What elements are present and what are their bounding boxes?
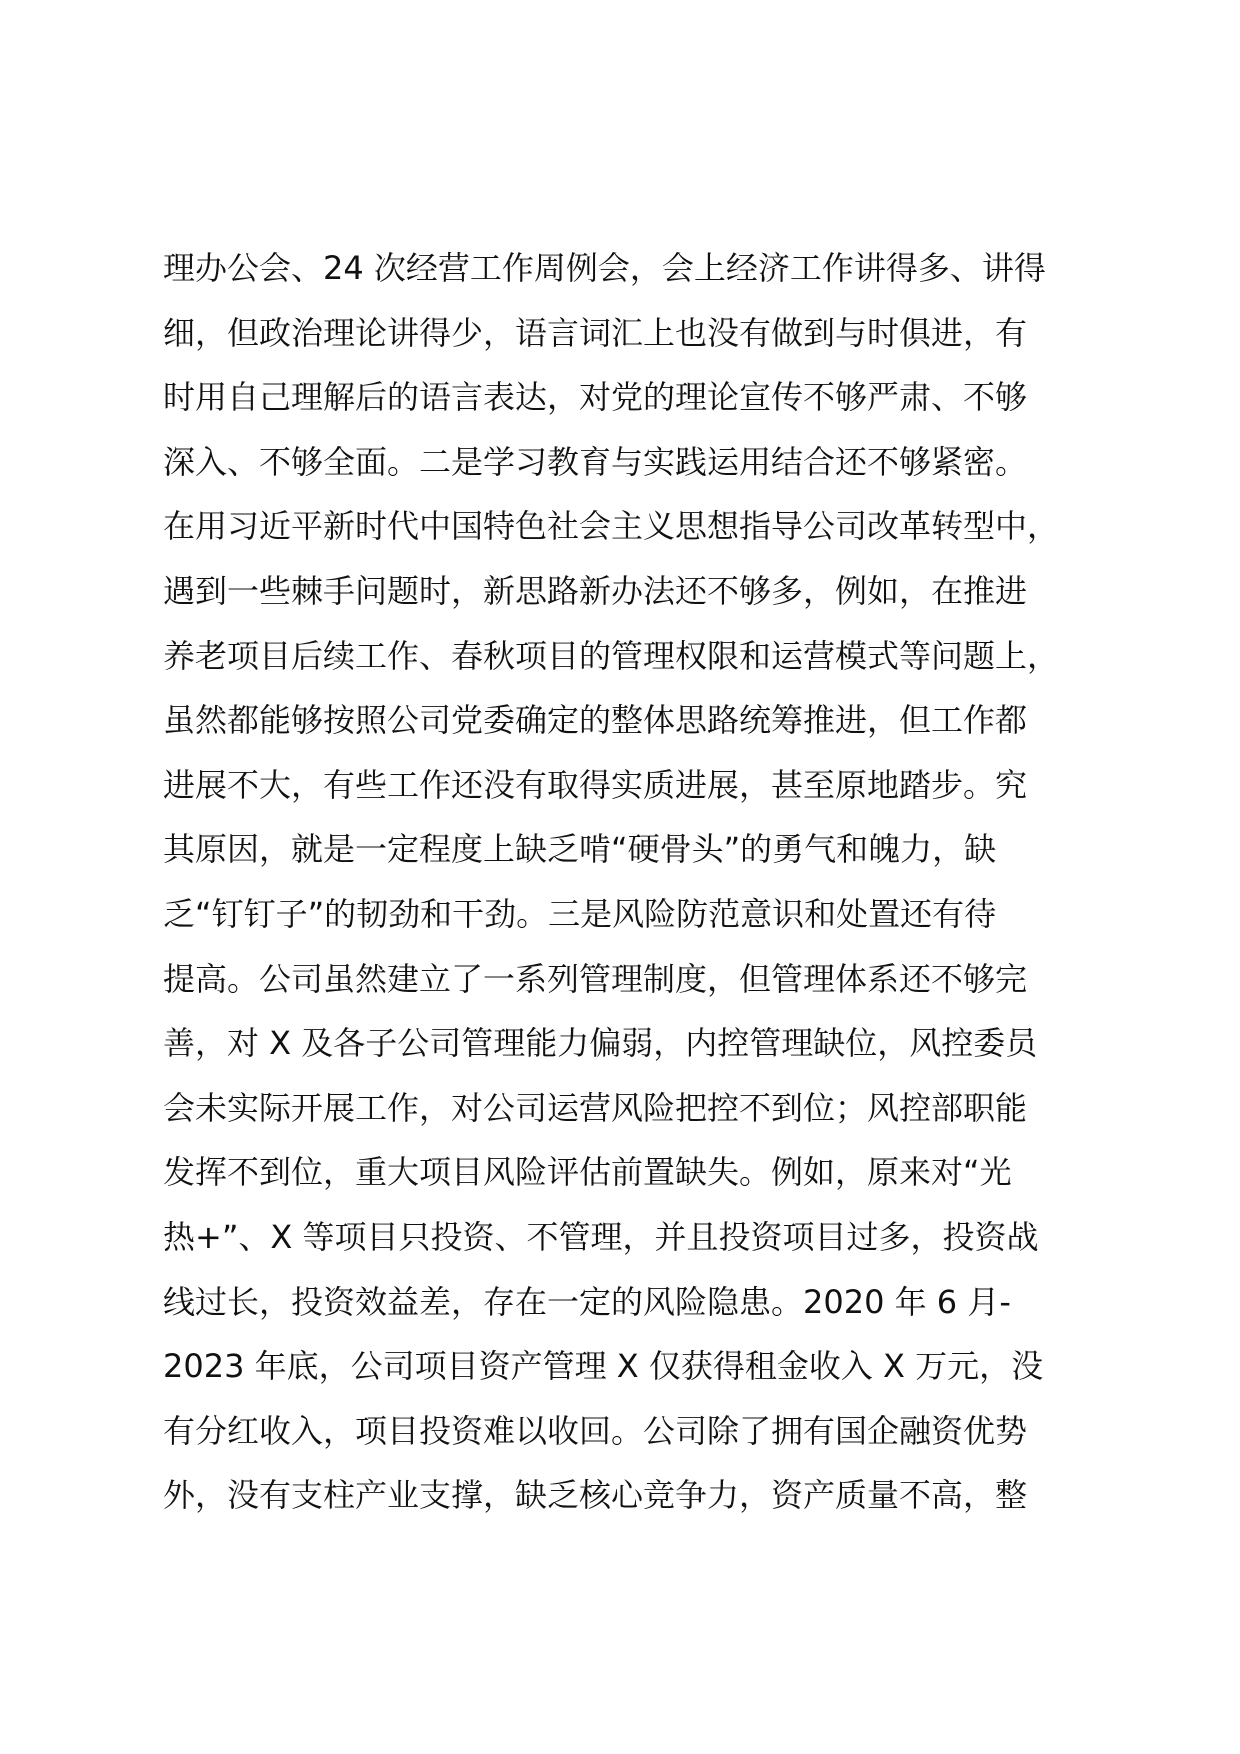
text-line-6: 遇到一些棘手问题时，新思路新办法还不够多，例如，在推进 [163, 571, 1028, 610]
text-line-8: 虽然都能够按照公司党委确定的整体思路统筹推进，但工作都 [163, 701, 1028, 740]
text-line-14: 会未实际开展工作，对公司运营风险把控不到位；风控部职能 [163, 1088, 1028, 1127]
text-line-9: 进展不大，有些工作还没有取得实质进展，甚至原地踏步。究 [163, 765, 1028, 804]
text-line-18: 2023 年底，公司项目资产管理 X 仅获得租金收入 X 万元，没 [163, 1347, 1044, 1386]
text-line-4: 深入、不够全面。二是学习教育与实践运用结合还不够紧密。 [163, 442, 1028, 481]
text-line-1: 理办公会、24 次经营工作周例会，会上经济工作讲得多、讲得 [163, 249, 1046, 287]
text-line-19: 有分红收入，项目投资难以收回。公司除了拥有国企融资优势 [163, 1411, 1028, 1450]
text-line-11: 乏“钉钉子”的韧劲和干劲。三是风险防范意识和处置还有待 [163, 894, 997, 933]
text-line-3: 时用自己理解后的语言表达，对党的理论宣传不够严肃、不够 [163, 378, 1028, 417]
text-line-13: 善，对 X 及各子公司管理能力偏弱，内控管理缺位，风控委员 [163, 1024, 1038, 1063]
text-line-7: 养老项目后续工作、春秋项目的管理权限和运营模式等问题上， [163, 636, 1060, 675]
text-line-12: 提高。公司虽然建立了一系列管理制度，但管理体系还不够完 [163, 959, 1028, 998]
text-line-5: 在用习近平新时代中国特色社会主义思想指导公司改革转型中， [163, 507, 1060, 546]
text-line-20: 外，没有支柱产业支撑，缺乏核心竞争力，资产质量不高，整 [163, 1476, 1028, 1515]
body-text [163, 236, 1103, 1528]
text-line-2: 细，但政治理论讲得少，语言词汇上也没有做到与时俱进，有 [163, 313, 1028, 352]
text-line-15: 发挥不到位，重大项目风险评估前置缺失。例如，原来对“光 [163, 1153, 1012, 1192]
text-line-17: 线过长，投资效益差，存在一定的风险隐患。2020 年 6 月- [163, 1282, 1011, 1321]
text-line-10: 其原因，就是一定程度上缺乏啃“硬骨头”的勇气和魄力，缺 [163, 830, 997, 869]
text-line-16: 热+”、X 等项目只投资、不管理，并且投资项目过多，投资战 [163, 1217, 1039, 1256]
